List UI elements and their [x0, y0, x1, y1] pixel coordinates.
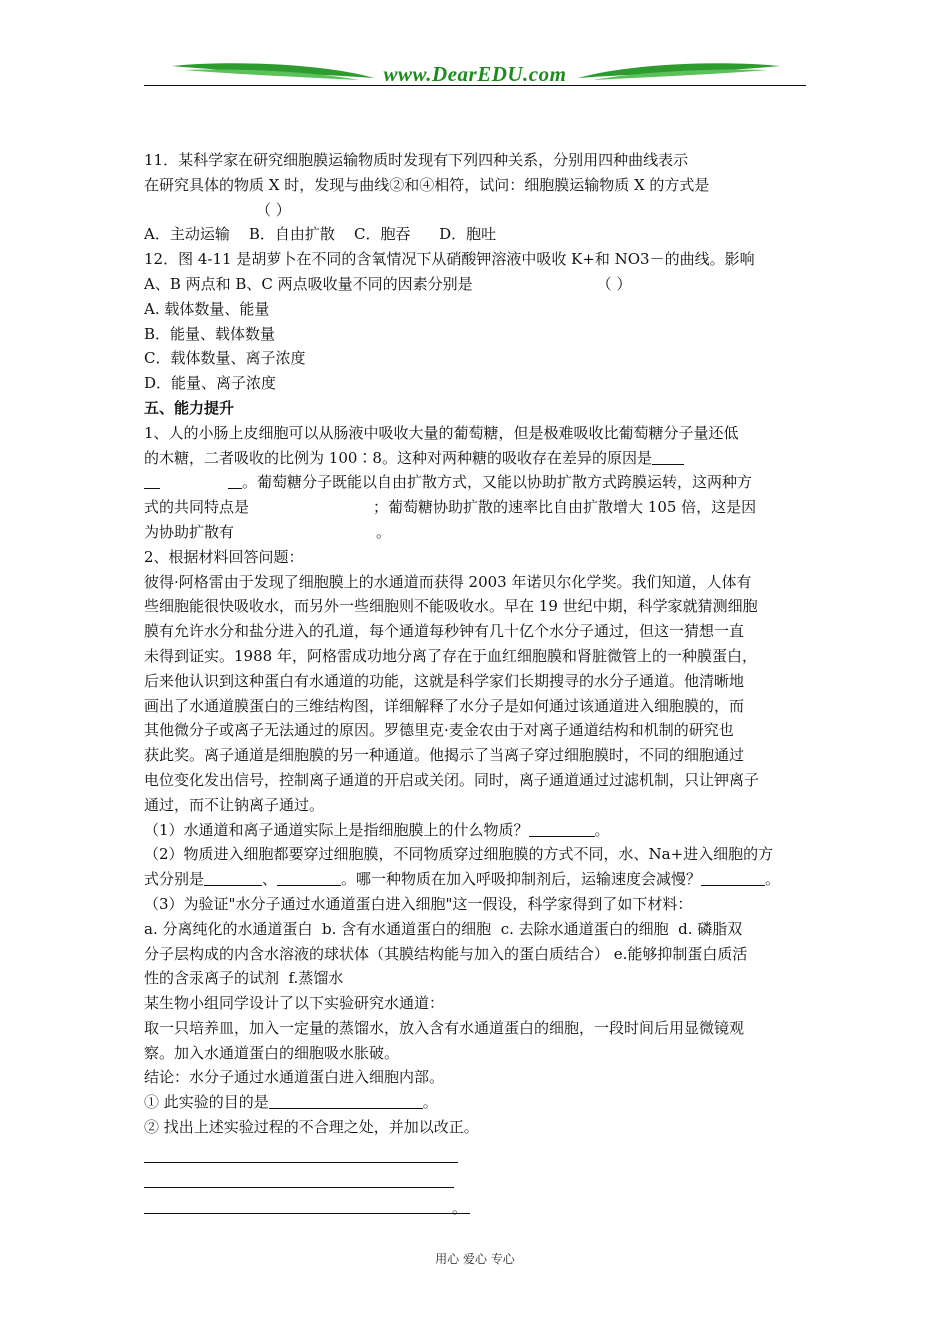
passage-line: 其他微分子或离子无法通过的原因。罗德里克·麦金农由于对离子通道结构和机制的研究也: [144, 721, 734, 740]
q11-options: A．主动运输 B．自由扩散 C．胞吞 D．胞吐: [144, 225, 497, 244]
answer-blank[interactable]: [529, 818, 595, 837]
period: 。: [422, 1093, 438, 1112]
answer-line[interactable]: [144, 1213, 470, 1214]
q12-paren: （ ）: [596, 274, 632, 293]
passage-line: 获此奖。离子通道是细胞膜的另一种通道。他揭示了当离子穿过细胞膜时，不同的细胞通过: [144, 746, 745, 765]
q12-option-c: C．载体数量、离子浓度: [144, 349, 306, 368]
materials-line: 性的含汞离子的试剂 f.蒸馏水: [144, 969, 344, 988]
q12-stem-2: A、B 两点和 B、C 两点吸收量不同的因素分别是: [144, 274, 473, 293]
footer-motto: 用心 爱心 专心: [435, 1252, 515, 1266]
section-title: 五、能力提升: [144, 398, 235, 417]
p2-title: 2、根据材料回答问题：: [144, 547, 304, 566]
answer-line[interactable]: [144, 1162, 458, 1163]
p2-q2-text: 。哪一种物质在加入呼吸抑制剂后，运输速度会减慢？: [341, 870, 702, 889]
answer-blank[interactable]: [228, 470, 242, 489]
passage-line: 后来他认识到这种蛋白有水通道的功能，这就是科学家们长期搜寻的水分子通道。他清晰地: [144, 671, 745, 690]
p1-line-5b: 。: [376, 522, 392, 541]
p2-q2-line-1: （2）物质进入细胞都要穿过细胞膜，不同物质穿过细胞膜的方式不同，水、Na+进入细胞的方: [144, 845, 774, 864]
materials-line: 分子层构成的内含水溶液的球状体（其膜结构能与加入的蛋白质结合） e.能够抑制蛋白质活: [144, 944, 748, 963]
p1-line-3: 。葡萄糖分子既能以自由扩散方式，又能以协助扩散方式跨膜运转，这两种方: [242, 473, 753, 492]
p2-q1: （1）水通道和离子通道实际上是指细胞膜上的什么物质？: [144, 820, 529, 839]
materials-line: a. 分离纯化的水通道蛋白 b. 含有水通道蛋白的细胞 c. 去除水通道蛋白的细胞 d. 磷脂双: [144, 919, 743, 938]
answer-blank[interactable]: [277, 867, 341, 886]
sub-question-2: ② 找出上述实验过程的不合理之处，并加以改正。: [144, 1118, 479, 1137]
period: 。: [594, 820, 610, 839]
passage-line: 未得到证实。1988 年，阿格雷成功地分离了存在于血红细胞膜和肾脏微管上的一种膜蛋白，: [144, 646, 757, 665]
passage-line: 彼得·阿格雷由于发现了细胞膜上的水通道而获得 2003 年诺贝尔化学奖。我们知道，人体有: [144, 572, 752, 591]
answer-blank[interactable]: [701, 867, 765, 886]
p1-line-4a: 式的共同特点是: [144, 498, 250, 517]
passage-line: 膜有允许水分和盐分进入的孔道，每个通道每秒钟有几十亿个水分子通过，但这一猜想一直: [144, 622, 745, 641]
answer-blank[interactable]: [204, 867, 262, 886]
sub-question-1: ① 此实验的目的是: [144, 1093, 269, 1112]
q12-option-d: D．能量、离子浓度: [144, 374, 277, 393]
experiment-line: 取一只培养皿，加入一定量的蒸馏水，放入含有水通道蛋白的细胞，一段时间后用显微镜观: [144, 1018, 745, 1037]
answer-blank[interactable]: [144, 470, 160, 489]
document-body: [144, 148, 808, 1140]
answer-blank[interactable]: [652, 446, 684, 465]
p1-line-4b: ；葡萄糖协助扩散的速率比自由扩散增大 105 倍，这是因: [373, 498, 757, 517]
experiment-line: 某生物小组同学设计了以下实验研究水通道：: [144, 994, 445, 1013]
q11-paren: （ ）: [256, 200, 291, 219]
answer-line[interactable]: [144, 1187, 454, 1188]
answer-blank[interactable]: [269, 1090, 423, 1109]
passage-line: 画出了水通道膜蛋白的三维结构图，详细解释了水分子是如何通过该通道进入细胞膜的，而: [144, 696, 745, 715]
p1-line-5a: 为协助扩散有: [144, 522, 235, 541]
header-rule: [144, 85, 806, 86]
passage-line: 电位变化发出信号，控制离子通道的开启或关闭。同时，离子通道通过过滤机制，只让钾离子: [144, 770, 760, 789]
q12-option-a: A. 载体数量、能量: [144, 299, 270, 318]
q11-stem-1: 11．某科学家在研究细胞膜运输物质时发现有下列四种关系，分别用四种曲线表示: [144, 151, 689, 169]
period: 。: [765, 870, 781, 889]
p2-q3: （3）为验证"水分子通过水通道蛋白进入细胞"这一假设，科学家得到了如下材料：: [144, 894, 693, 913]
p1-line-2: 的木糖，二者吸收的比例为 100∶8。这种对两种糖的吸收存在差异的原因是: [144, 448, 652, 467]
p2-q2-text: 式分别是: [144, 870, 205, 889]
separator: 、: [262, 870, 278, 889]
header-banner: [144, 56, 806, 96]
site-url: www.DearEDU.com: [383, 62, 567, 86]
conclusion: 结论：水分子通过水通道蛋白进入细胞内部。: [144, 1068, 445, 1087]
passage-line: 通过，而不让钠离子通过。: [144, 795, 325, 814]
period: 。: [452, 1199, 468, 1217]
q11-stem-2: 在研究具体的物质 X 时，发现与曲线②和④相符，试问：细胞膜运输物质 X 的方式是: [144, 175, 710, 194]
q12-stem-1: 12．图 4-11 是胡萝卜在不同的含氧情况下从硝酸钾溶液中吸收 K+和 NO3－的曲线。影响: [144, 250, 755, 269]
p1-line-1: 1、人的小肠上皮细胞可以从肠液中吸收大量的葡萄糖，但是极难吸收比葡萄糖分子量还低: [144, 423, 739, 442]
experiment-line: 察。加入水通道蛋白的细胞吸水胀破。: [144, 1043, 400, 1062]
passage-line: 些细胞能很快吸收水，而另外一些细胞则不能吸收水。早在 19 世纪中期，科学家就猜测细胞: [144, 597, 758, 616]
q12-option-b: B．能量、载体数量: [144, 324, 276, 343]
